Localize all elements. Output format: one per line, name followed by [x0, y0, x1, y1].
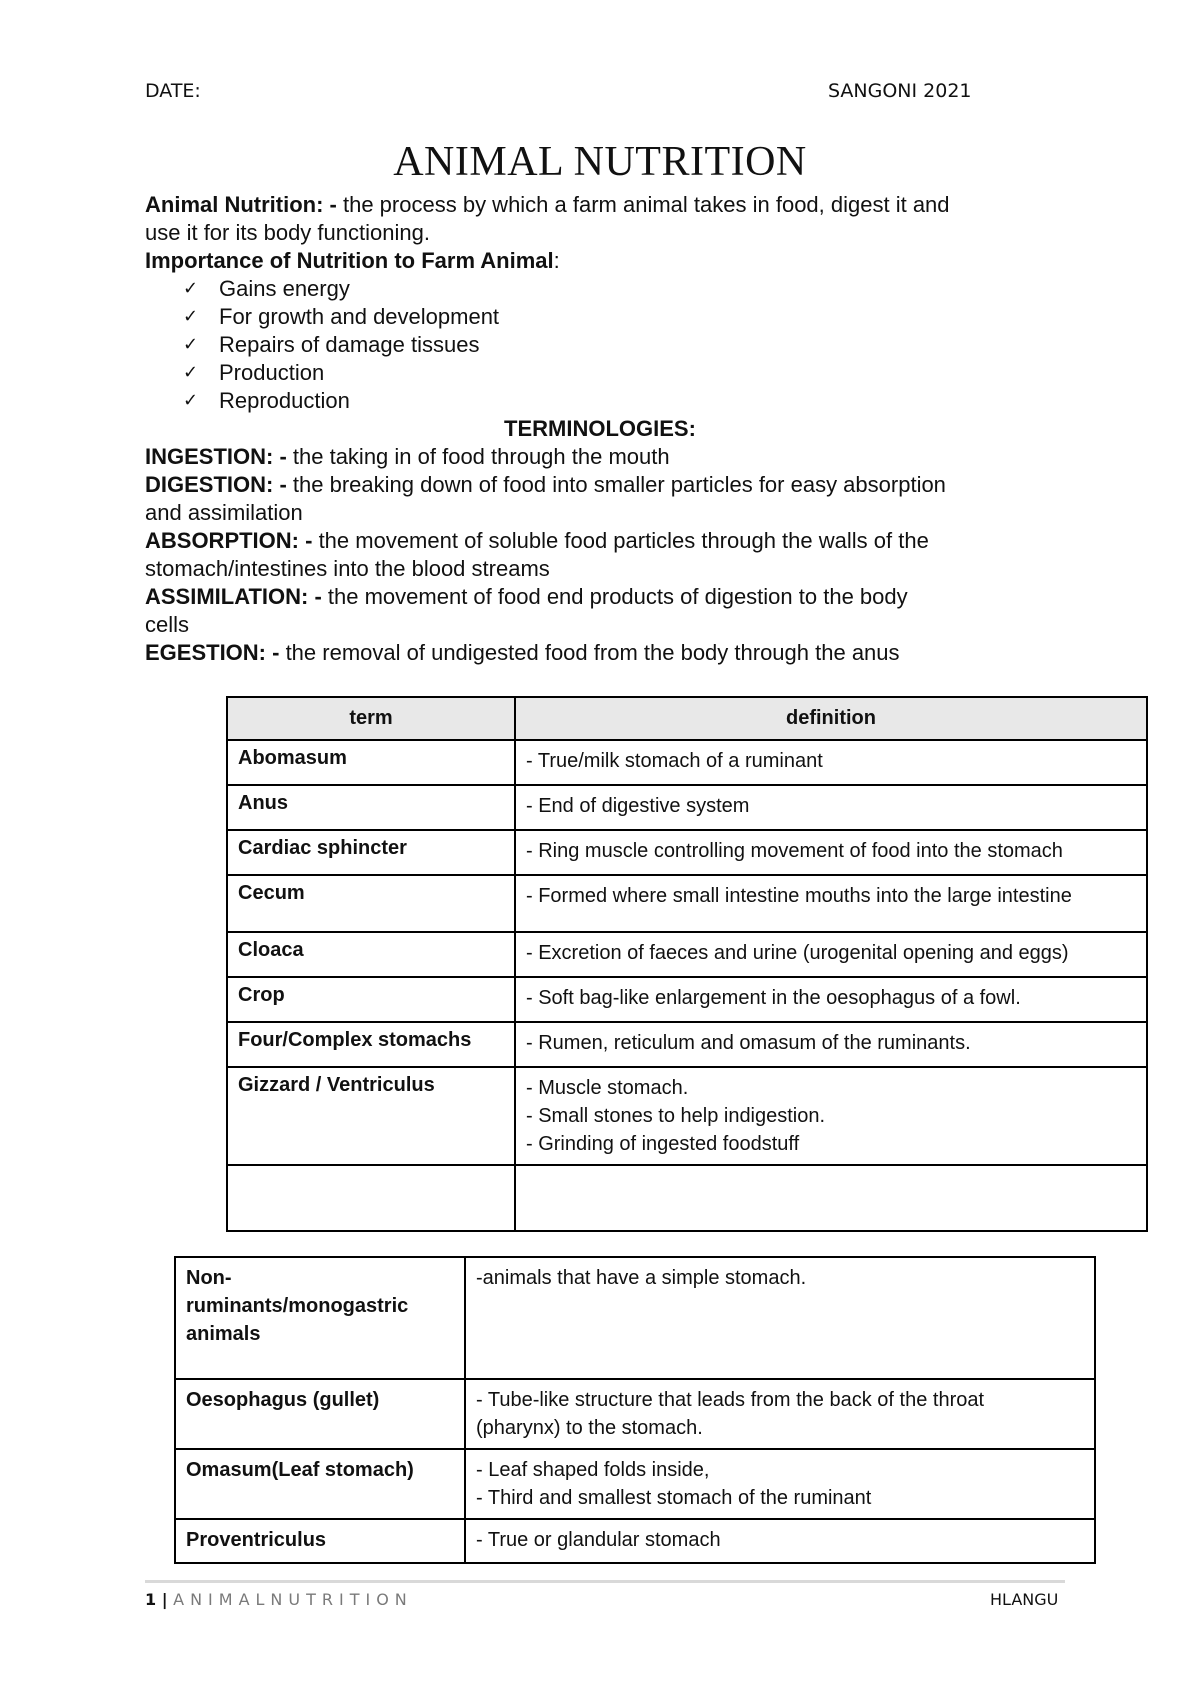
school-label: SANGONI 2021: [828, 80, 972, 102]
table-row: Four/Complex stomachs - Rumen, reticulum and omasum of the ruminants.: [227, 1022, 1147, 1067]
list-item: ✓ Production: [183, 360, 325, 385]
table-row: Anus - End of digestive system: [227, 785, 1147, 830]
column-header-term: term: [227, 697, 515, 740]
definition-text-2: use it for its body functioning.: [145, 220, 430, 245]
table-row-empty: [227, 1165, 1147, 1231]
footer-divider: [145, 1580, 1065, 1583]
definition-paragraph: [145, 191, 1065, 247]
terminologies-heading: TERMINOLOGIES:: [504, 416, 696, 441]
terminology-assimilation: ASSIMILATION: - the movement of food end products of digestion to the body cells: [145, 584, 908, 637]
table-row: Proventriculus - True or glandular stomach: [175, 1519, 1095, 1563]
list-item: ✓ Gains energy: [183, 276, 350, 301]
terminology-digestion: DIGESTION: - the breaking down of food into smaller particles for easy absorption and assimilation: [145, 472, 946, 525]
definition-term: Animal Nutrition: -: [145, 192, 337, 217]
checkmark-icon: ✓: [183, 362, 199, 383]
table-header-row: [227, 697, 1147, 740]
table-row: Non- ruminants/monogastric animals -animals that have a simple stomach.: [175, 1257, 1095, 1379]
checkmark-icon: ✓: [183, 278, 199, 299]
footer-author: HLANGU: [990, 1590, 1059, 1609]
terminology-ingestion: INGESTION: - the taking in of food through the mouth: [145, 444, 670, 469]
definition-text: the process by which a farm animal takes in food, digest it and: [336, 192, 950, 217]
terminology-egestion: EGESTION: - the removal of undigested food from the body through the anus: [145, 640, 900, 665]
footer-left: 1 | ANIMALNUTRITION: [145, 1590, 413, 1609]
checkmark-icon: ✓: [183, 306, 199, 327]
table-row: Crop - Soft bag-like enlargement in the oesophagus of a fowl.: [227, 977, 1147, 1022]
page-title: ANIMAL NUTRITION: [393, 139, 807, 185]
checkmark-icon: ✓: [183, 390, 199, 411]
table-row: Oesophagus (gullet) - Tube-like structure that leads from the back of the throat (pharynx) to the stomach.: [175, 1379, 1095, 1449]
terms-table-2: [174, 1256, 1096, 1564]
table-row: Cardiac sphincter - Ring muscle controlling movement of food into the stomach: [227, 830, 1147, 875]
terminology-list: [145, 443, 1065, 667]
table-row: Abomasum - True/milk stomach of a ruminant: [227, 740, 1147, 785]
footer-section: ANIMALNUTRITION: [173, 1590, 413, 1609]
list-item: ✓ Reproduction: [183, 388, 350, 413]
importance-heading: Importance of Nutrition to Farm Animal:: [145, 248, 560, 273]
page-number: 1: [145, 1590, 157, 1609]
date-label: DATE:: [145, 80, 201, 102]
list-item: ✓ For growth and development: [183, 304, 500, 329]
column-header-definition: definition: [515, 697, 1147, 740]
table-row: Cloaca - Excretion of faeces and urine (urogenital opening and eggs): [227, 932, 1147, 977]
list-item: ✓ Repairs of damage tissues: [183, 332, 480, 357]
terminology-absorption: ABSORPTION: - the movement of soluble food particles through the walls of the stomach/intestines into the blood streams: [145, 528, 929, 581]
table-row: Omasum(Leaf stomach) - Leaf shaped folds inside, - Third and smallest stomach of the ruminant: [175, 1449, 1095, 1519]
terms-table: [226, 696, 1148, 1232]
importance-list: [183, 275, 499, 415]
checkmark-icon: ✓: [183, 334, 199, 355]
table-row: Gizzard / Ventriculus - Muscle stomach. - Small stones to help indigestion. - Grinding of ingested foodstuff: [227, 1067, 1147, 1165]
table-row: Cecum - Formed where small intestine mouths into the large intestine: [227, 875, 1147, 932]
